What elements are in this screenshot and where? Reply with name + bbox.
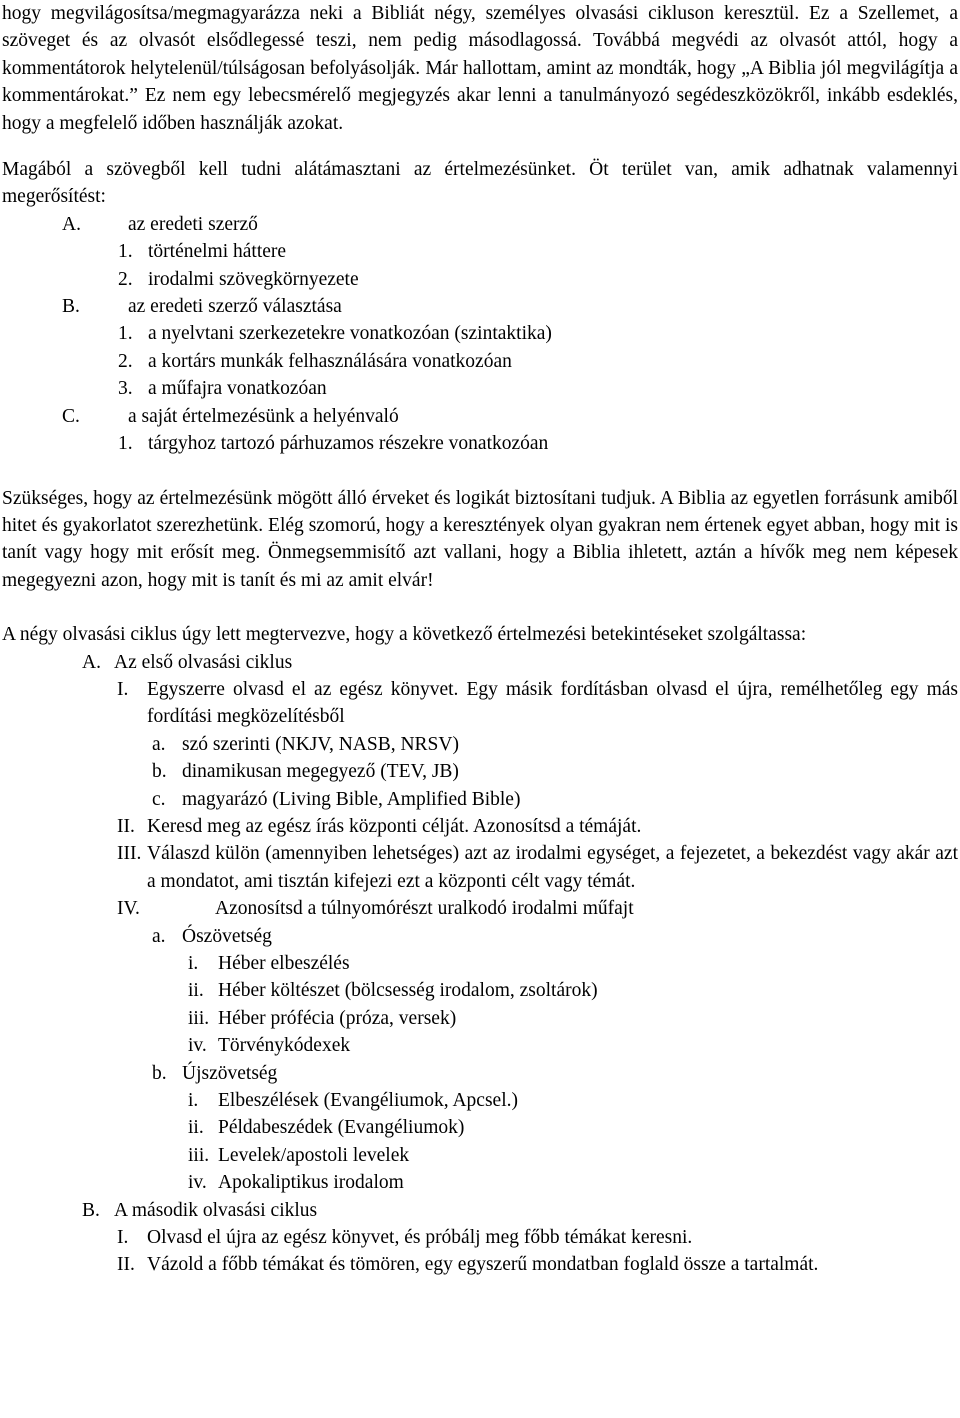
outline-item [2,238,958,265]
outline-item [2,403,958,430]
outline-item [2,840,958,895]
outline-item-text: történelmi háttere [148,241,287,263]
outline-item-label: II. [117,815,135,837]
outline-item [2,895,958,922]
outline-item-text: az eredeti szerző választása [128,296,342,318]
outline-item-text: Levelek/apostoli levelek [218,1144,410,1166]
outline-item-text: Héber költészet (bölcsesség irodalom, zsoltárok) [218,980,598,1002]
outline-item [2,649,958,676]
outline-item-label: a. [152,733,166,755]
intro-paragraph: hogy megvilágosítsa/megmagyarázza neki a Bibliát négy, személyes olvasási cikluson keresztül. Ez a Szellemet, a szöveget és az olvasót elsődlegessé teszi, nem pedig másodlagossá. Továbbá megvédi az olvasót attól, hogy a kommentátorok helytelenül/túlságosan befolyásolják. Már hallottam, amint az mondták, hogy „A Biblia jól megvilágítja a kommentárokat.” Ez nem egy lebecsmérelő megjegyzés akar lenni a tanulmányozó segédeszközökről, inkább esdeklés, hogy a megfelelő időben használják azokat. [2,3,958,134]
outline-item [2,786,958,813]
outline-item-label: b. [152,1062,167,1084]
outline-item [2,266,958,293]
outline-item-label: 1. [118,241,133,263]
outline-item-label: i. [188,953,199,974]
outline-item-label: iv. [188,1035,207,1057]
outline-item-label: I. [117,678,129,700]
outline-item-label: ii. [188,1117,204,1139]
outline-item-text: a műfajra vonatkozóan [148,378,327,400]
outline-item [2,758,958,785]
outline-item-text: Héber prófécia (próza, versek) [218,1007,457,1029]
outline-item-text: Ószövetség [182,925,272,947]
outline-item-label: 2. [118,268,133,290]
outline-item-label: II. [117,1254,135,1276]
outline-item-text: dinamikusan megegyező (TEV, JB) [182,761,459,783]
outline-item-text: szó szerinti (NKJV, NASB, NRSV) [182,733,459,755]
outline-item [2,375,958,402]
outline-item [2,1142,958,1169]
outline-item-label: b. [152,761,167,783]
outline-item [2,1032,958,1059]
outline-item-label: III. [117,843,142,865]
outline-item-text: magyarázó (Living Bible, Amplified Bible) [182,788,521,810]
outline-item [2,923,958,950]
outline-item [2,1087,958,1114]
outline-item-label: a. [152,925,166,947]
outline-item [2,1224,958,1251]
outline-item-label: IV. [117,898,140,920]
outline-item [2,348,958,375]
outline-item [2,1169,958,1196]
outline-item-text: Példabeszédek (Evangéliumok) [218,1117,465,1139]
outline-item [2,293,958,320]
outline-item-text: Keresd meg az egész írás központi célját. Azonosítsd a témáját. [147,815,642,837]
outline-item [2,211,958,238]
outline-item-label: B. [62,296,80,318]
outline-item-label: iv. [188,1172,207,1194]
outline-item-label: 1. [118,323,133,345]
outline-item-text: Apokaliptikus irodalom [218,1172,404,1194]
outline-item-label: C. [62,405,80,427]
outline-item [2,950,958,977]
outline-item-label: 1. [118,433,133,455]
outline-item-label: A. [62,213,81,235]
outline-item [2,731,958,758]
outline-item [2,320,958,347]
outline-item-text: A második olvasási ciklus [114,1199,318,1221]
reading-cycles-paragraph: A négy olvasási ciklus úgy lett megtervezve, hogy a következő értelmezési betekintéseket szolgáltassa: [2,624,807,646]
outline-item [2,676,958,731]
outline-item-text: Törvénykódexek [218,1035,351,1057]
outline-item-text: irodalmi szövegkörnyezete [148,268,359,290]
outline-item-label: ii. [188,980,204,1002]
outline-item [2,813,958,840]
outline-item [2,977,958,1004]
outline-item-text: a kortárs munkák felhasználására vonatkozóan [148,350,512,372]
outline-item-label: I. [117,1227,129,1249]
outline-item-text: Az első olvasási ciklus [114,651,293,673]
outline-item-text: Egyszerre olvasd el az egész könyvet. Egy másik fordításban olvasd el újra, remélhetőleg egy más fordítási megközelítésből [147,678,958,728]
outline-item-label: iii. [188,1007,210,1029]
outline-item-label: i. [188,1090,199,1112]
outline-item-text: Elbeszélések (Evangéliumok, Apcsel.) [218,1090,518,1112]
outline-item-label: B. [82,1199,100,1221]
outline-item-text: Újszövetség [182,1062,278,1084]
outline-item [2,1060,958,1087]
outline-item-text: Válaszd külön (amennyiben lehetséges) azt az irodalmi egységet, a fejezetet, a bekezdést vagy akár azt a mondatot, ami tisztán kifejezi ezt a központi célt vagy témát. [147,843,958,892]
outline-item-label: A. [82,651,101,673]
interpretation-areas-outline [2,211,958,458]
outline-item-label: 2. [118,350,133,372]
outline-item-text: a nyelvtani szerkezetekre vonatkozóan (szintaktika) [148,323,552,345]
outline-item-text: tárgyhoz tartozó párhuzamos részekre vonatkozóan [148,433,549,455]
outline-item [2,1005,958,1032]
outline-item-label: c. [152,788,166,810]
outline-item [2,430,958,457]
outline-item-text: Vázold a főbb témákat és tömören, egy egyszerű mondatban foglald össze a tartalmát. [147,1254,819,1276]
necessary-paragraph: Szükséges, hogy az értelmezésünk mögött álló érveket és logikát biztosítani tudjuk. A Biblia az egyetlen forrásunk amiből hitet és gyakorlatot szerezhetünk. Elég szomorú, hogy a keresztények olyan gyakran nem értenek egyet abban, hogy mit is tanít vagy hogy mit erősít meg. Önmegsemmisítő azt vallani, hogy a Biblia ihletett, aztán a hívők meg nem képesek megegyezni azon, hogy mit is tanít és mi az amit elvár! [2,487,958,591]
support-paragraph: Magából a szövegből kell tudni alátámasztani az értelmezésünket. Öt terület van, amik adhatnak valamennyi megerősítést: [2,159,958,208]
reading-cycles-outline [2,649,958,1279]
outline-item-text: Héber elbeszélés [218,953,350,974]
outline-item-text: az eredeti szerző [128,213,258,235]
outline-item-text: Azonosítsd a túlnyomórészt uralkodó irodalmi műfajt [215,898,634,920]
outline-item [2,1251,958,1278]
outline-item-label: 3. [118,378,133,400]
outline-item-text: Olvasd el újra az egész könyvet, és próbálj meg főbb témákat keresni. [147,1227,693,1249]
outline-item-text: a saját értelmezésünk a helyénvaló [128,405,399,427]
outline-item-label: iii. [188,1144,210,1166]
outline-item [2,1197,958,1224]
outline-item [2,1114,958,1141]
